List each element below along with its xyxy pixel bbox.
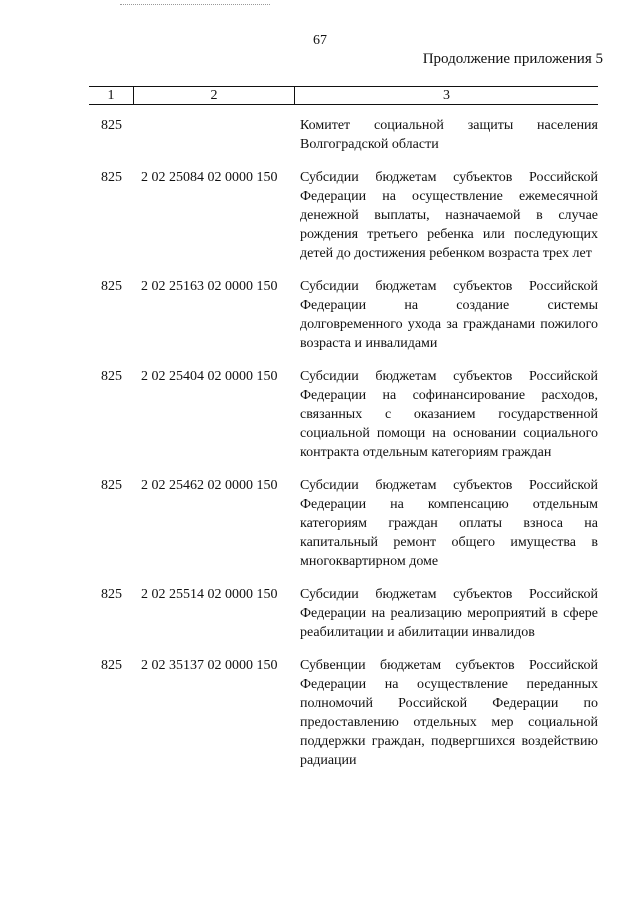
column-header-3: 3	[295, 87, 599, 105]
table-body	[0, 116, 640, 770]
revenue-name: Комитет социальной защиты населения Волгоградской области	[300, 118, 598, 152]
revenue-name: Субсидии бюджетам субъектов Российской Федерации на создание системы долговременного ухода за гражданами пожилого возраста и инвалидами	[300, 279, 598, 351]
scan-artifact-line	[120, 4, 270, 5]
column-header-table	[89, 86, 598, 105]
table-row	[0, 585, 640, 642]
admin-code: 825	[101, 658, 122, 673]
revenue-name: Субсидии бюджетам субъектов Российской Федерации на софинансирование расходов, связанных с оказанием государственной социальной помощи на основании социального контракта отдельным категориям граждан	[300, 369, 598, 460]
admin-code: 825	[101, 279, 122, 294]
revenue-name: Субсидии бюджетам субъектов Российской Федерации на осуществление ежемесячной денежной выплаты, назначаемой в случае рождения третьего ребенка или последующих детей до достижения ребенком возраста трех лет	[300, 170, 598, 261]
continuation-label: Продолжение приложения 5	[422, 51, 603, 67]
admin-code: 825	[101, 369, 122, 384]
revenue-code: 2 02 25084 02 0000 150	[141, 170, 278, 185]
revenue-name: Субсидии бюджетам субъектов Российской Федерации на реализацию мероприятий в сфере реабилитации и абилитации инвалидов	[300, 587, 598, 640]
table-row	[0, 116, 640, 154]
table-row	[0, 656, 640, 770]
admin-code: 825	[101, 587, 122, 602]
table-row	[0, 476, 640, 571]
admin-code: 825	[101, 170, 122, 185]
table-row	[0, 367, 640, 462]
admin-code: 825	[101, 478, 122, 493]
table-row	[0, 168, 640, 263]
column-header-2: 2	[134, 87, 295, 105]
revenue-code: 2 02 25514 02 0000 150	[141, 587, 278, 602]
revenue-code: 2 02 25163 02 0000 150	[141, 279, 278, 294]
column-header-1: 1	[89, 87, 134, 105]
page-number: 67	[313, 33, 327, 48]
revenue-code: 2 02 25404 02 0000 150	[141, 369, 278, 384]
revenue-name: Субвенции бюджетам субъектов Российской Федерации на осуществление переданных полномочий Российской Федерации по предоставлению отдельных мер социальной поддержки граждан, подвергшихся воздействию радиации	[300, 658, 598, 768]
revenue-code: 2 02 35137 02 0000 150	[141, 658, 278, 673]
admin-code: 825	[101, 118, 122, 133]
revenue-code: 2 02 25462 02 0000 150	[141, 478, 278, 493]
revenue-name: Субсидии бюджетам субъектов Российской Федерации на компенсацию отдельным категориям граждан оплаты взноса на капитальный ремонт общего имущества в многоквартирном доме	[300, 478, 598, 569]
table-row	[0, 277, 640, 353]
column-header-row	[89, 87, 598, 105]
